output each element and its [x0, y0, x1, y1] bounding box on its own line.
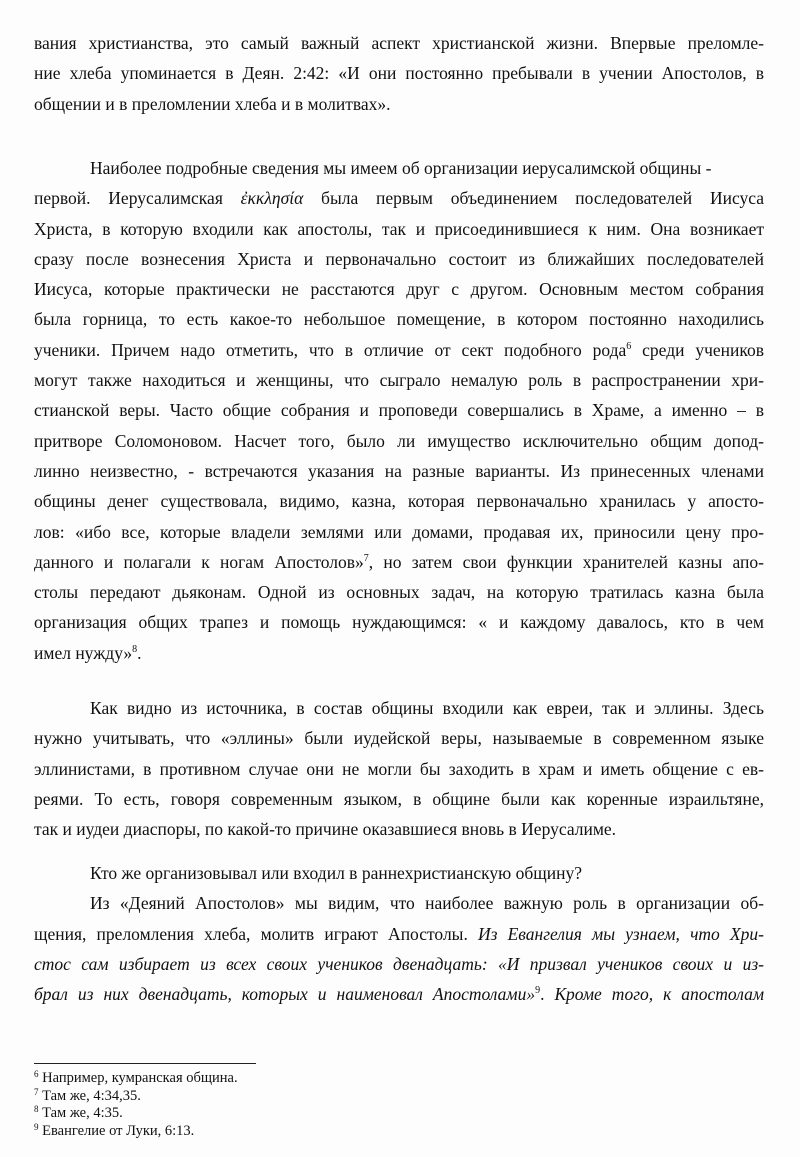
text-run: была первым объединением последователей Иисуса	[303, 188, 764, 209]
footnote-divider	[34, 1063, 256, 1064]
footnote-ref-8: 8	[132, 643, 138, 655]
text-run: ученики. Причем надо отметить, что в отличие от сект подобного рода	[34, 339, 627, 360]
footnote-ref-7: 7	[363, 552, 369, 564]
text-line: общины денег существовала, видимо, казна, которая первоначально хранилась у апосто-	[34, 491, 764, 512]
text-line: Иисуса, которые практически не расстаются друг с другом. Основным местом собрания	[34, 279, 764, 300]
text-line	[34, 638, 764, 668]
text-run: щения, преломления хлеба, молитв играют Апостолы.	[34, 923, 478, 944]
footnote-text: Там же, 4:35.	[38, 1105, 123, 1122]
footnote-text: Евангелие от Луки, 6:13.	[38, 1123, 195, 1140]
text-run: .	[137, 642, 142, 663]
text-line: Наиболее подробные сведения мы имеем об организации иерусалимской общины -	[90, 158, 712, 178]
footnote-7	[34, 1088, 534, 1106]
footnote-6	[34, 1070, 534, 1088]
text-line: притворе Соломоновом. Насчет того, было ли имущество исключительно общим допод-	[34, 430, 764, 451]
text-line: лов: «ибо все, которые владели землями или домами, продавая их, приносили цену про-	[34, 521, 764, 542]
text-line: ние хлеба упоминается в Деян. 2:42: «И они постоянно пребывали в учении Апостолов, в	[34, 63, 764, 84]
italic-run: Из Евангелия мы узнаем, что Хри-	[477, 923, 764, 944]
text-line: Христа, в которую входили как апостолы, так и присоединившиеся к ним. Она возникает	[34, 218, 764, 239]
text-run: первой. Иерусалимская	[34, 188, 241, 209]
text-line: сразу после вознесения Христа и первоначально состоит из ближайших последователей	[34, 248, 764, 269]
italic-run: Кроме того, к апостолам	[554, 984, 765, 1005]
text-line: стос сам избирает из всех своих учеников двенадцать: «И призвал учеников своих и из-	[34, 953, 764, 974]
text-line: организация общих трапез и помощь нуждающимся: « и каждому давалось, кто в чем	[34, 612, 764, 633]
greek-word: ἐκκλησία	[240, 188, 304, 209]
text-line	[34, 183, 764, 213]
text-run: , но затем свои функции хранителей казны апо-	[368, 551, 764, 572]
text-line: Из «Деяний Апостолов» мы видим, что наиболее важную роль в организации об-	[90, 893, 764, 914]
footnote-ref-6: 6	[626, 340, 632, 352]
text-line: Кто же организовывал или входил в раннехристианскую общину?	[90, 863, 582, 883]
paragraph-2	[34, 153, 764, 668]
text-line: нужно учитывать, что «эллины» были иудейской веры, называемые в современном языке	[34, 728, 764, 749]
text-line: линно неизвестно, - встречаются указания на разные варианты. Из принесенных членами	[34, 460, 764, 481]
text-line: реями. То есть, говоря современным языком, в общине были как коренные израильтяне,	[34, 788, 764, 809]
text-line	[34, 919, 764, 949]
text-line: эллинистами, в противном случае они не могли бы заходить в храм и иметь общение с ев-	[34, 758, 764, 779]
text-line: общении и в преломлении хлеба и в молитвах».	[34, 93, 391, 114]
paragraph-3	[34, 693, 764, 844]
text-line: стианской веры. Часто общие собрания и проповеди совершались в Храме, а именно – в	[34, 400, 764, 421]
text-line: вания христианства, это самый важный аспект христианской жизни. Впервые преломле-	[34, 33, 764, 53]
text-run: имел нужду»	[34, 642, 133, 663]
footnote-number: 6	[34, 1069, 39, 1079]
footnote-9	[34, 1123, 534, 1141]
footnote-number: 9	[34, 1122, 39, 1133]
text-run: среди учеников	[631, 339, 764, 360]
footnote-ref-9: 9	[535, 985, 541, 997]
footnote-number: 8	[34, 1104, 39, 1115]
footnote-number: 7	[34, 1086, 39, 1097]
text-line: была горница, то есть какое-то небольшое помещение, в котором постоянно находились	[34, 309, 764, 330]
text-line	[34, 979, 764, 1009]
text-run: данного и полагали к ногам Апостолов»	[34, 551, 364, 572]
footnote-text: Например, кумранская община.	[38, 1070, 238, 1086]
text-line: столы передают дьяконам. Одной из основных задач, на которую тратилась казна была	[34, 582, 764, 603]
footnotes	[34, 1070, 534, 1141]
footnote-text: Там же, 4:34,35.	[38, 1087, 141, 1104]
italic-run: брал из них двенадцать, которых и наименовал Апостолами»	[34, 984, 536, 1005]
text-line	[34, 547, 764, 577]
text-run: .	[540, 984, 555, 1005]
text-line: так и иудеи диаспоры, по какой-то причине оказавшиеся вновь в Иерусалиме.	[34, 819, 617, 840]
text-line: могут также находиться и женщины, что сыграло немалую роль в распространении хри-	[34, 370, 764, 391]
footnote-8	[34, 1105, 534, 1123]
text-line	[34, 335, 764, 365]
paragraph-4	[34, 858, 764, 1009]
text-line: Как видно из источника, в состав общины входили как евреи, так и эллины. Здесь	[90, 698, 764, 718]
paragraph-1	[34, 28, 764, 119]
